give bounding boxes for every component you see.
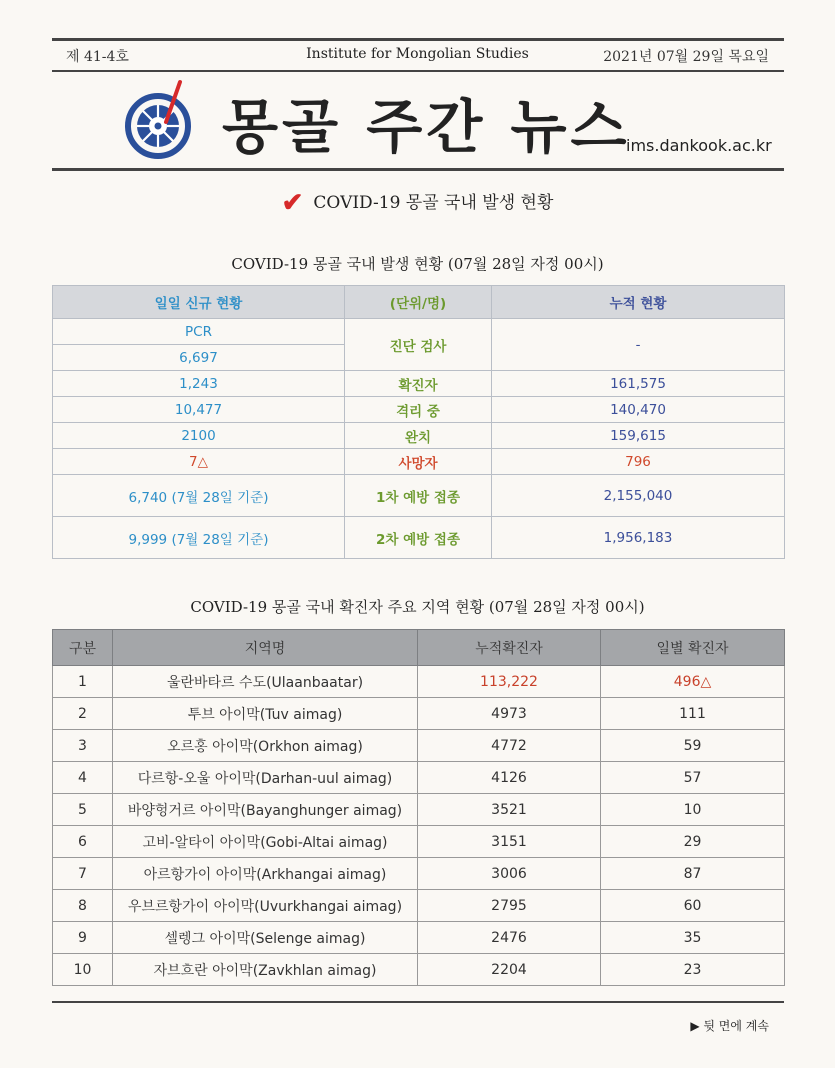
row-number-cell: 9: [53, 922, 113, 954]
table1-caption: COVID-19 몽골 국내 발생 현황 (07월 28일 자정 00시): [231, 255, 604, 273]
table-row: [53, 517, 785, 559]
daily-cases-cell: 10: [601, 794, 785, 826]
total-cell: 796: [492, 449, 785, 475]
regional-cases-table: [52, 629, 785, 986]
daily-cell: 10,477: [53, 397, 345, 423]
daily-cell: 7△: [53, 449, 345, 475]
table1-header-row: [53, 286, 785, 319]
table2-header-row: [53, 630, 785, 666]
issue-date: 2021년 07월 29일 목요일: [603, 49, 769, 65]
region-name-cell: 울란바타르 수도(Ulaanbaatar): [113, 666, 418, 698]
daily-cases-cell: 29: [601, 826, 785, 858]
daily-cases-cell: 23: [601, 954, 785, 986]
daily-cell: 1,243: [53, 371, 345, 397]
row-number-cell: 2: [53, 698, 113, 730]
diagnosis-label: 진단 검사: [345, 319, 492, 371]
table-row: [53, 794, 785, 826]
cumulative-cases-cell: 3521: [418, 794, 601, 826]
continued-note: ▶ 뒷 면에 계속: [690, 1019, 769, 1033]
daily-cell: 9,999 (7월 28일 기준): [53, 517, 345, 559]
unit-cell: 격리 중: [345, 397, 492, 423]
footer-rule: [52, 1001, 784, 1003]
domestic-status-table: [52, 285, 785, 559]
newsletter-title: 몽골 주간 뉴스: [222, 93, 631, 161]
table-row: [53, 449, 785, 475]
daily-cases-cell: 496△: [601, 666, 785, 698]
daily-cases-cell: 59: [601, 730, 785, 762]
row-number-cell: 1: [53, 666, 113, 698]
pcr-value: 6,697: [53, 345, 345, 371]
unit-cell: 2차 예방 접종: [345, 517, 492, 559]
daily-cases-cell: 87: [601, 858, 785, 890]
total-cell: 2,155,040: [492, 475, 785, 517]
total-cell: 140,470: [492, 397, 785, 423]
region-name-cell: 자브흐란 아이막(Zavkhlan aimag): [113, 954, 418, 986]
row-number-cell: 8: [53, 890, 113, 922]
table-row: [53, 826, 785, 858]
table-row: [53, 954, 785, 986]
cumulative-cases-cell: 4772: [418, 730, 601, 762]
ger-wheel-logo-icon: [120, 78, 202, 162]
daily-cases-cell: 60: [601, 890, 785, 922]
total-cell: 161,575: [492, 371, 785, 397]
region-name-cell: 우브르항가이 아이막(Uvurkhangai aimag): [113, 890, 418, 922]
table-row: [53, 922, 785, 954]
daily-cell: 2100: [53, 423, 345, 449]
table2-body: [53, 666, 785, 986]
table-row: [53, 890, 785, 922]
table2-caption: COVID-19 몽골 국내 확진자 주요 지역 현황 (07월 28일 자정 00시): [190, 598, 645, 616]
col-header-cumulative: 누적확진자: [418, 630, 601, 666]
col-header-unit: (단위/명): [345, 286, 492, 319]
region-name-cell: 고비-알타이 아이막(Gobi-Altai aimag): [113, 826, 418, 858]
unit-cell: 1차 예방 접종: [345, 475, 492, 517]
col-header-daily: 일별 확진자: [601, 630, 785, 666]
total-cell: 1,956,183: [492, 517, 785, 559]
table-row: [53, 858, 785, 890]
cumulative-cases-cell: 2795: [418, 890, 601, 922]
row-number-cell: 4: [53, 762, 113, 794]
table-row: [53, 475, 785, 517]
region-name-cell: 오르홍 아이막(Orkhon aimag): [113, 730, 418, 762]
table-row: [53, 698, 785, 730]
cumulative-cases-cell: 4973: [418, 698, 601, 730]
cumulative-cases-cell: 2476: [418, 922, 601, 954]
unit-cell: 확진자: [345, 371, 492, 397]
article-headline: [0, 188, 835, 218]
cumulative-cases-cell: 3006: [418, 858, 601, 890]
table-row: [53, 319, 785, 345]
region-name-cell: 셀렝그 아이막(Selenge aimag): [113, 922, 418, 954]
table-row: [53, 762, 785, 794]
masthead-rule: [52, 168, 784, 171]
table-row: [53, 730, 785, 762]
table-row: [53, 397, 785, 423]
cumulative-cases-cell: 2204: [418, 954, 601, 986]
region-name-cell: 바양헝거르 아이막(Bayanghunger aimag): [113, 794, 418, 826]
pcr-label: PCR: [53, 319, 345, 345]
daily-cases-cell: 111: [601, 698, 785, 730]
daily-cases-cell: 57: [601, 762, 785, 794]
daily-cell: 6,740 (7월 28일 기준): [53, 475, 345, 517]
daily-cases-cell: 35: [601, 922, 785, 954]
table-row: [53, 666, 785, 698]
table-row: [53, 423, 785, 449]
unit-cell: 사망자: [345, 449, 492, 475]
row-number-cell: 10: [53, 954, 113, 986]
headline-text: COVID-19 몽골 국내 발생 현황: [313, 193, 554, 213]
region-name-cell: 투브 아이막(Tuv aimag): [113, 698, 418, 730]
cumulative-cases-cell: 113,222: [418, 666, 601, 698]
col-header-total: 누적 현황: [492, 286, 785, 319]
row-number-cell: 7: [53, 858, 113, 890]
row-number-cell: 3: [53, 730, 113, 762]
checkmark-icon: ✔: [281, 188, 304, 218]
cumulative-cases-cell: 3151: [418, 826, 601, 858]
region-name-cell: 다르항-오울 아이막(Darhan-uul aimag): [113, 762, 418, 794]
col-header-daily: 일일 신규 현황: [53, 286, 345, 319]
row-number-cell: 6: [53, 826, 113, 858]
table-row: [53, 371, 785, 397]
region-name-cell: 아르항가이 아이막(Arkhangai aimag): [113, 858, 418, 890]
header-rule: [52, 70, 784, 72]
site-url[interactable]: ims.dankook.ac.kr: [626, 136, 772, 155]
cumulative-cases-cell: 4126: [418, 762, 601, 794]
diagnosis-total: -: [492, 319, 785, 371]
row-number-cell: 5: [53, 794, 113, 826]
institute-name: Institute for Mongolian Studies: [306, 46, 529, 62]
col-header-region: 지역명: [113, 630, 418, 666]
total-cell: 159,615: [492, 423, 785, 449]
col-header-no: 구분: [53, 630, 113, 666]
top-rule: [52, 38, 784, 41]
issue-number: 제 41-4호: [66, 49, 129, 65]
unit-cell: 완치: [345, 423, 492, 449]
